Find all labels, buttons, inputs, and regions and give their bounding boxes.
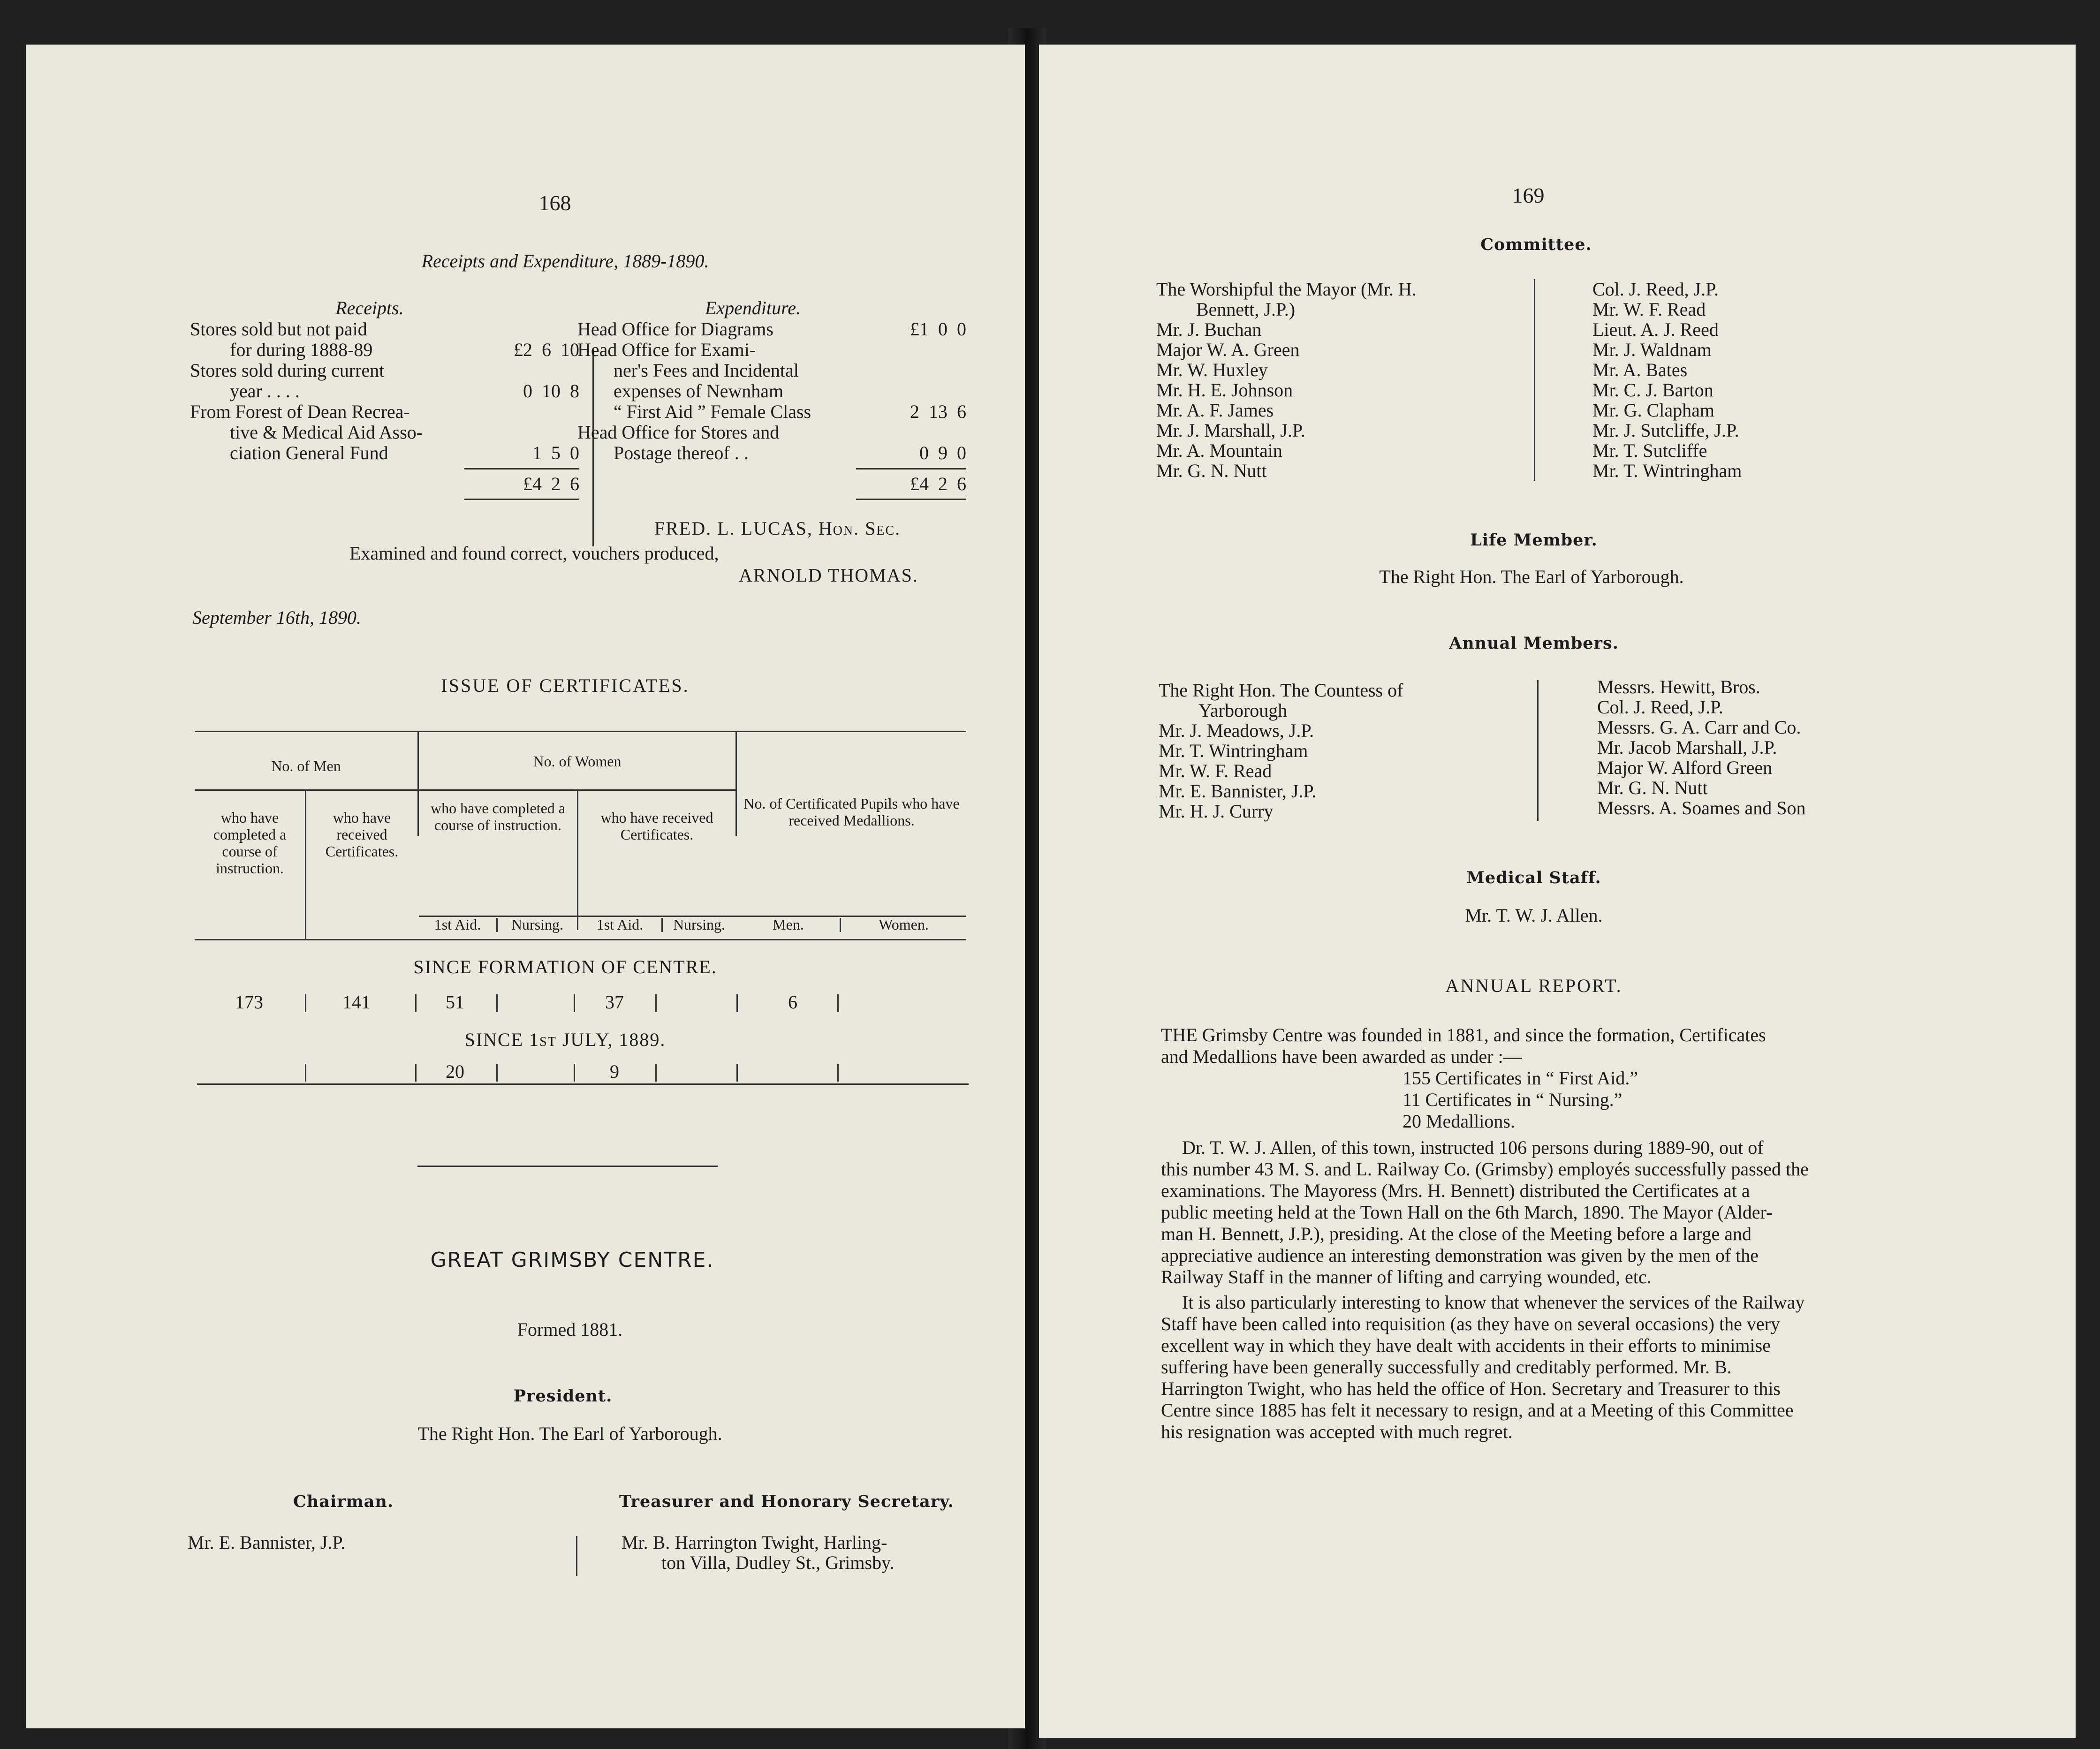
table-header-rule: [195, 789, 735, 791]
report-line: 20 Medallions.: [1403, 1111, 1515, 1132]
expenditure-amount: 0 9 0: [919, 442, 966, 463]
annual-member: Yarborough: [1198, 700, 1288, 721]
left-page: [26, 45, 1025, 1728]
report-line: Staff have been called into requisition (as they have on several occasions) the very: [1161, 1313, 1780, 1334]
cell-divider: [415, 994, 417, 1012]
expenditure-line: Head Office for Stores and: [577, 422, 780, 443]
committee-member: The Worshipful the Mayor (Mr. H.: [1156, 279, 1417, 300]
sub-header: Nursing.: [673, 916, 726, 933]
annual-member: Mr. T. Wintringham: [1159, 740, 1308, 761]
expenditure-amount: £1 0 0: [910, 318, 966, 340]
examined-line: Examined and found correct, vouchers produced,: [349, 543, 719, 564]
since-formation-label: SINCE FORMATION OF CENTRE.: [413, 956, 717, 977]
annual-member: Mr. E. Bannister, J.P.: [1159, 780, 1317, 802]
cell-divider: [415, 1064, 417, 1082]
committee-member: Major W. A. Green: [1156, 339, 1300, 360]
cell-divider: [837, 994, 839, 1012]
sub-header: 1st Aid.: [596, 916, 644, 933]
women-completed-header: who have completed a course of instruction.: [431, 800, 565, 833]
committee-member: Mr. T. Wintringham: [1592, 460, 1742, 481]
secretary-line: ton Villa, Dudley St., Grimsby.: [661, 1552, 895, 1573]
report-line: 11 Certificates in “ Nursing.”: [1403, 1089, 1622, 1110]
annual-member: Mr. W. F. Read: [1159, 760, 1272, 781]
president-name: The Right Hon. The Earl of Yarborough.: [417, 1423, 722, 1444]
cell-divider: [574, 1064, 575, 1082]
formed-line: Formed 1881.: [517, 1319, 623, 1340]
committee-member: Mr. A. Mountain: [1156, 440, 1282, 461]
cell-divider: [837, 1064, 839, 1082]
committee-member: Bennett, J.P.): [1196, 299, 1296, 320]
expenditure-line: Head Office for Exami-: [577, 339, 756, 360]
receipt-line: tive & Medical Aid Asso-: [230, 422, 423, 443]
annual-report-title: ANNUAL REPORT.: [1445, 975, 1622, 996]
sub-header: Women.: [879, 916, 929, 933]
annual-members-label: Annual Members.: [1449, 634, 1619, 653]
life-member-name: The Right Hon. The Earl of Yarborough.: [1379, 566, 1684, 587]
cell-divider: [655, 994, 657, 1012]
chairman-name: Mr. E. Bannister, J.P.: [188, 1532, 346, 1553]
annual-member: Messrs. G. A. Carr and Co.: [1597, 717, 1801, 738]
accounts-title: Receipts and Expenditure, 1889-1890.: [421, 250, 709, 272]
committee-label: Committee.: [1480, 235, 1592, 254]
annual-member: Mr. Jacob Marshall, J.P.: [1597, 737, 1777, 758]
receipt-line: From Forest of Dean Recrea-: [190, 401, 410, 422]
centre-title: GREAT GRIMSBY CENTRE.: [430, 1248, 714, 1272]
secretary-line: Mr. B. Harrington Twight, Harling-: [622, 1532, 887, 1553]
cell: 6: [788, 992, 797, 1013]
table-top-rule: [195, 731, 966, 732]
table-header-bottom-rule: [195, 939, 966, 940]
receipts-total: £4 2 6: [523, 473, 579, 494]
cell-divider: [655, 1064, 657, 1082]
receipt-amount: £2 6 10: [514, 339, 579, 360]
medallions-header: No. of Certificated Pupils who have received Medallions.: [743, 795, 960, 829]
cell: 141: [342, 992, 371, 1013]
receipt-line: ciation General Fund: [230, 442, 388, 463]
committee-member: Col. J. Reed, J.P.: [1592, 279, 1719, 300]
expenditure-heading: Expenditure.: [705, 297, 801, 318]
report-line: examinations. The Mayoress (Mrs. H. Bennett) distributed the Certificates at a: [1161, 1180, 1750, 1201]
cell-divider: [305, 1064, 306, 1082]
section-divider: [417, 1166, 718, 1167]
committee-member: Mr. C. J. Barton: [1592, 379, 1713, 401]
president-label: President.: [513, 1386, 613, 1406]
committee-member: Mr. A. F. James: [1156, 400, 1274, 421]
expenditure-rule: [856, 468, 966, 469]
examiner: ARNOLD THOMAS.: [739, 565, 918, 586]
committee-member: Mr. J. Sutcliffe, J.P.: [1592, 420, 1739, 441]
expenditure-line: ner's Fees and Incidental: [614, 360, 799, 381]
committee-member: Mr. W. F. Read: [1592, 299, 1706, 320]
report-line: Railway Staff in the manner of lifting and carrying wounded, etc.: [1161, 1266, 1652, 1287]
sub-header: Men.: [773, 916, 804, 933]
annual-member: Mr. J. Meadows, J.P.: [1159, 720, 1314, 741]
committee-member: Mr. J. Buchan: [1156, 319, 1262, 340]
chairman-label: Chairman.: [293, 1492, 394, 1511]
column-divider: [1537, 680, 1539, 821]
committee-member: Mr. G. Clapham: [1592, 400, 1714, 421]
report-line: Harrington Twight, who has held the office of Hon. Secretary and Treasurer to this: [1161, 1378, 1781, 1399]
report-line: It is also particularly interesting to know that whenever the services of the Railway: [1182, 1292, 1805, 1313]
cell-divider: [305, 994, 306, 1012]
annual-member: Mr. H. J. Curry: [1159, 801, 1274, 822]
receipts-rule: [464, 468, 579, 469]
cell: 20: [446, 1061, 464, 1082]
women-header: No. of Women: [533, 753, 622, 770]
column-divider: [592, 349, 594, 546]
report-line: Centre since 1885 has felt it necessary to resign, and at a Meeting of this Committee: [1161, 1400, 1794, 1421]
annual-member: Mr. G. N. Nutt: [1597, 777, 1708, 798]
column-divider: [576, 1536, 577, 1576]
annual-member: The Right Hon. The Countess of: [1159, 680, 1403, 701]
receipt-amount: 1 5 0: [532, 442, 579, 463]
annual-member: Messrs. Hewitt, Bros.: [1597, 676, 1760, 697]
receipt-amount: 0 10 8: [523, 380, 579, 401]
expenditure-line: “ First Aid ” Female Class: [614, 401, 811, 422]
since-july-label: SINCE 1st JULY, 1889.: [464, 1029, 666, 1050]
report-line: and Medallions have been awarded as under :—: [1161, 1046, 1522, 1067]
annual-member: Col. J. Reed, J.P.: [1597, 697, 1723, 718]
cell-divider: [736, 1064, 738, 1082]
women-received-header: who have received Certificates.: [600, 809, 713, 843]
report-line: suffering have been generally successfully and creditably performed. Mr. B.: [1161, 1356, 1732, 1378]
cell-divider: [496, 994, 498, 1012]
report-line: this number 43 M. S. and L. Railway Co. (Grimsby) employés successfully passed the: [1161, 1158, 1809, 1180]
sub-header: 1st Aid.: [434, 916, 481, 933]
report-line: appreciative audience an interesting demonstration was given by the men of the: [1161, 1245, 1759, 1266]
expenditure-line: Postage thereof . .: [614, 442, 749, 463]
cell-divider: [736, 994, 738, 1012]
annual-member: Messrs. A. Soames and Son: [1597, 797, 1806, 818]
receipt-line: for during 1888-89: [230, 339, 373, 360]
medical-staff-name: Mr. T. W. J. Allen.: [1465, 905, 1603, 926]
annual-member: Major W. Alford Green: [1597, 757, 1773, 778]
report-line: Dr. T. W. J. Allen, of this town, instructed 106 persons during 1889-90, out of: [1182, 1137, 1764, 1158]
report-line: excellent way in which they have dealt with accidents in their efforts to minimise: [1161, 1335, 1771, 1356]
receipts-heading: Receipts.: [335, 297, 404, 318]
report-line: man H. Bennett, J.P.), presiding. At the close of the Meeting before a large and: [1161, 1223, 1751, 1244]
receipt-line: Stores sold during current: [190, 360, 385, 381]
medical-staff-label: Medical Staff.: [1466, 868, 1601, 887]
table-bottom-rule: [197, 1083, 969, 1085]
report-line: 155 Certificates in “ First Aid.”: [1403, 1068, 1638, 1089]
page-number: 168: [538, 191, 571, 215]
expenditure-total-rule: [856, 499, 966, 500]
report-line: his resignation was accepted with much regret.: [1161, 1421, 1513, 1442]
expenditure-line: expenses of Newnham: [614, 380, 784, 401]
column-divider: [1534, 279, 1535, 481]
report-line: THE Grimsby Centre was founded in 1881, and since the formation, Certificates: [1161, 1024, 1766, 1045]
page-number: 169: [1512, 183, 1545, 207]
receipt-line: year . . . .: [230, 380, 300, 401]
signature: FRED. L. LUCAS, Hon. Sec.: [654, 518, 901, 539]
secretary-label: Treasurer and Honorary Secretary.: [619, 1492, 954, 1511]
expenditure-line: Head Office for Diagrams: [577, 318, 773, 340]
life-member-label: Life Member.: [1470, 530, 1598, 550]
cell: 37: [605, 992, 624, 1013]
cell-divider: [496, 1064, 498, 1082]
expenditure-total: £4 2 6: [910, 473, 966, 494]
men-received-header: who have received Certificates.: [325, 809, 399, 860]
cell: 173: [235, 992, 263, 1013]
committee-member: Mr. A. Bates: [1592, 359, 1688, 380]
receipts-total-rule: [464, 499, 579, 500]
committee-member: Mr. G. N. Nutt: [1156, 460, 1267, 481]
committee-member: Mr. J. Marshall, J.P.: [1156, 420, 1305, 441]
committee-member: Mr. J. Waldnam: [1592, 339, 1712, 360]
issue-title: ISSUE OF CERTIFICATES.: [441, 675, 690, 696]
committee-member: Mr. W. Huxley: [1156, 359, 1268, 380]
sub-header: Nursing.: [511, 916, 564, 933]
men-completed-header: who have completed a course of instruction.: [213, 809, 287, 877]
cell-divider: [574, 994, 575, 1012]
cell: 9: [610, 1061, 619, 1082]
committee-member: Mr. T. Sutcliffe: [1592, 440, 1707, 461]
receipt-line: Stores sold but not paid: [190, 318, 367, 340]
expenditure-amount: 2 13 6: [910, 401, 966, 422]
report-line: public meeting held at the Town Hall on the 6th March, 1890. The Mayor (Alder-: [1161, 1202, 1773, 1223]
cell: 51: [446, 992, 464, 1013]
committee-member: Mr. H. E. Johnson: [1156, 379, 1293, 401]
right-page: [1039, 45, 2076, 1738]
committee-member: Lieut. A. J. Reed: [1592, 319, 1719, 340]
date: September 16th, 1890.: [192, 607, 361, 628]
men-header: No. of Men: [271, 757, 341, 774]
